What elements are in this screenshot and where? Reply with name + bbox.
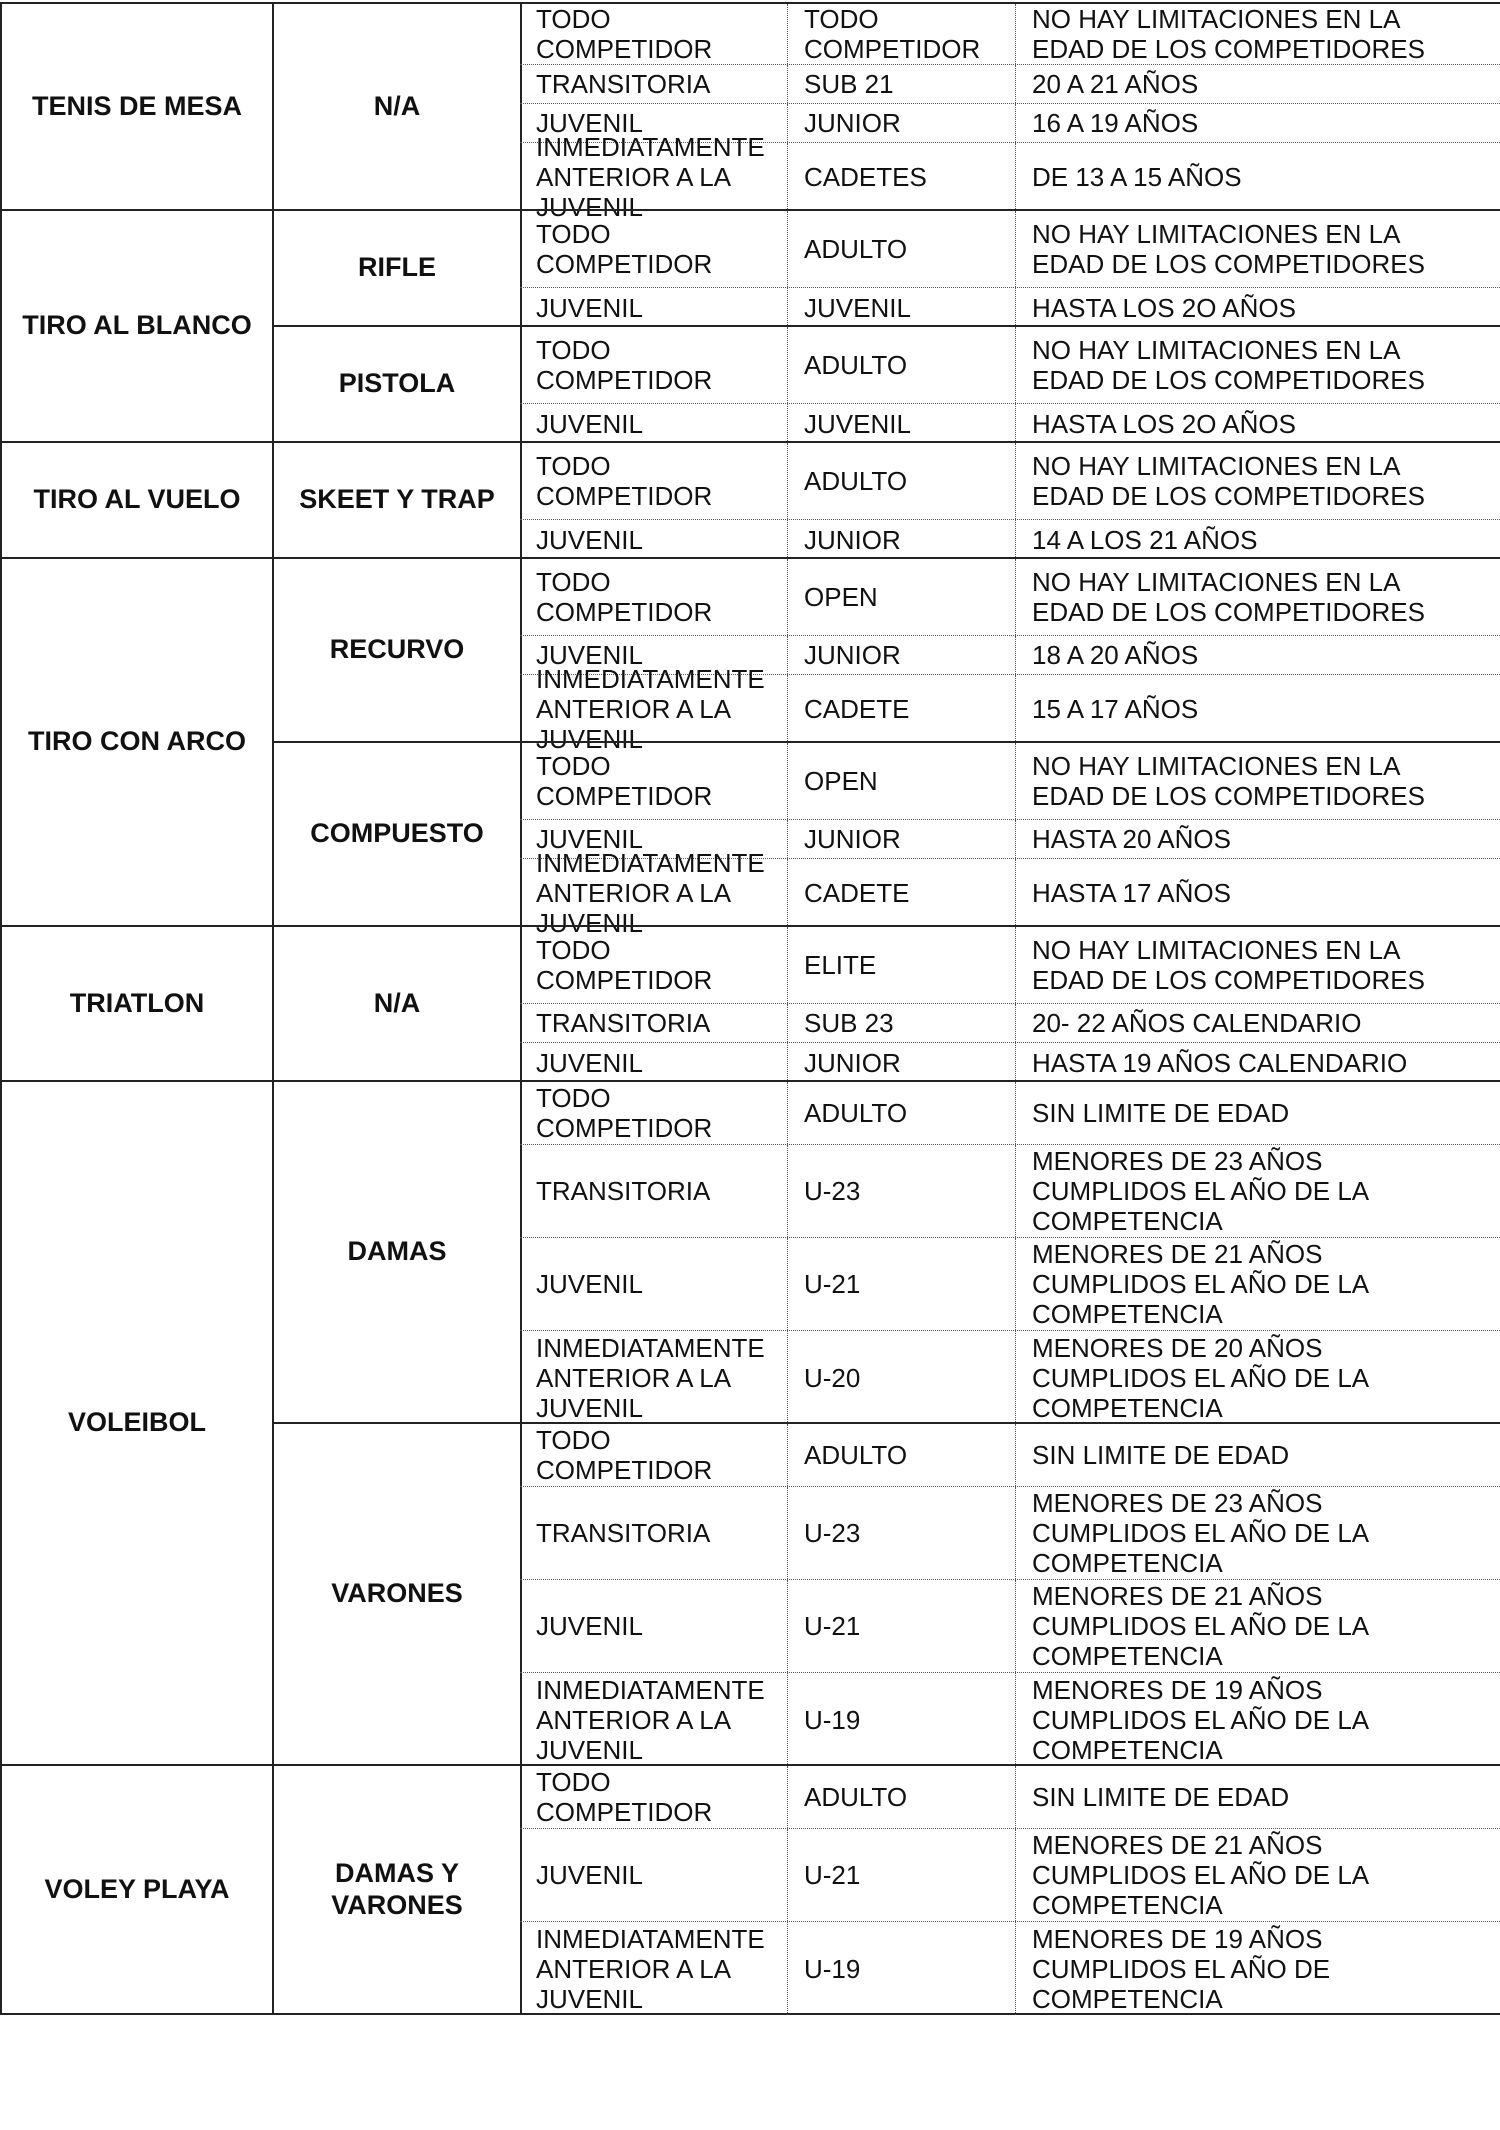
age-range-cell: 20- 22 AÑOS CALENDARIO [1032, 1008, 1362, 1038]
category-cell: JUVENIL [520, 1829, 788, 1921]
category-name-cell: OPEN [788, 559, 1016, 635]
category-name-cell: OPEN [788, 743, 1016, 819]
table-row [520, 132, 1500, 222]
age-range-cell: MENORES DE 21 AÑOS CUMPLIDOS EL AÑO DE LA COMPETENCIA [1032, 1581, 1370, 1671]
category-cell: TODO COMPETIDOR [520, 1766, 788, 1828]
category-name-cell: JUVENIL [788, 404, 1016, 443]
age-range-cell: MENORES DE 21 AÑOS CUMPLIDOS EL AÑO DE LA COMPETENCIA [1032, 1830, 1370, 1920]
category-rows [520, 2, 1500, 222]
age-range-cell: DE 13 A 15 AÑOS [1032, 162, 1242, 192]
age-range-cell: HASTA 20 AÑOS [1032, 824, 1231, 854]
age-range-cell: 20 A 21 AÑOS [1032, 69, 1199, 99]
category-rows [520, 925, 1500, 1082]
category-name-cell: ADULTO [788, 211, 1016, 287]
table-row [520, 1082, 1500, 1145]
category-cell: INMEDIATAMENTE ANTERIOR A LA JUVENIL [520, 675, 788, 743]
category-name-cell: SUB 21 [788, 65, 1016, 103]
age-range-cell: NO HAY LIMITACIONES EN LA EDAD DE LOS COMPETIDORES [1032, 4, 1425, 64]
category-cell: INMEDIATAMENTE ANTERIOR A LA JUVENIL [520, 1673, 788, 1766]
table-row [520, 1331, 1500, 1424]
category-cell: JUVENIL [520, 520, 788, 559]
table-row [520, 1004, 1500, 1043]
category-rows [520, 557, 1500, 754]
table-row [520, 1922, 1500, 2015]
category-name-cell: JUNIOR [788, 820, 1016, 858]
category-name-cell: U-21 [788, 1829, 1016, 1921]
category-name-cell: U-23 [788, 1487, 1016, 1579]
modality-cell: VARONES [272, 1422, 522, 1766]
category-name-cell: U-19 [788, 1673, 1016, 1766]
table-row [520, 404, 1500, 443]
category-name-cell: ADULTO [788, 327, 1016, 403]
age-range-cell: NO HAY LIMITACIONES EN LA EDAD DE LOS COMPETIDORES [1032, 751, 1425, 811]
age-range-cell: NO HAY LIMITACIONES EN LA EDAD DE LOS COMPETIDORES [1032, 567, 1425, 627]
category-cell: TODO COMPETIDOR [520, 211, 788, 287]
category-cell: JUVENIL [520, 820, 788, 858]
category-name-cell: ADULTO [788, 1766, 1016, 1828]
category-name-cell: ELITE [788, 927, 1016, 1003]
category-cell: TRANSITORIA [520, 65, 788, 103]
category-rows [520, 1422, 1500, 1766]
age-range-cell: NO HAY LIMITACIONES EN LA EDAD DE LOS COMPETIDORES [1032, 451, 1425, 511]
category-name-cell: JUVENIL [788, 288, 1016, 327]
age-range-cell: MENORES DE 19 AÑOS CUMPLIDOS EL AÑO DE COMPETENCIA [1032, 1923, 1331, 2014]
category-cell: TRANSITORIA [520, 1487, 788, 1579]
modality-cell: SKEET Y TRAP [272, 441, 522, 559]
age-range-cell: SIN LIMITE DE EDAD [1032, 1098, 1290, 1128]
category-name-cell: U-20 [788, 1331, 1016, 1424]
modality-cell: COMPUESTO [272, 741, 522, 927]
category-name-cell: ADULTO [788, 1424, 1016, 1486]
modality-cell: PISTOLA [272, 325, 522, 443]
category-name-cell: ADULTO [788, 443, 1016, 519]
age-range-cell: 15 A 17 AÑOS [1032, 694, 1199, 724]
sport-cell: TIRO CON ARCO [0, 557, 274, 927]
age-range-cell: MENORES DE 21 AÑOS CUMPLIDOS EL AÑO DE LA COMPETENCIA [1032, 1239, 1370, 1329]
table-row [520, 743, 1500, 820]
sport-cell: TIRO AL VUELO [0, 441, 274, 559]
age-range-cell: SIN LIMITE DE EDAD [1032, 1782, 1290, 1812]
category-name-cell: CADETES [788, 143, 1016, 211]
sport-cell: TRIATLON [0, 925, 274, 1082]
table-row [520, 1043, 1500, 1082]
table-row [520, 443, 1500, 520]
table-row [520, 1238, 1500, 1331]
table-row [520, 559, 1500, 636]
sport-cell: VOLEIBOL [0, 1080, 274, 1766]
category-cell: INMEDIATAMENTE ANTERIOR A LA JUVENIL [520, 1331, 788, 1424]
category-name-cell: ADULTO [788, 1082, 1016, 1144]
table-row [520, 1145, 1500, 1238]
category-name-cell: CADETE [788, 675, 1016, 743]
modality-cell: N/A [272, 2, 522, 211]
category-cell: JUVENIL [520, 1238, 788, 1330]
category-cell: JUVENIL [520, 288, 788, 327]
modality-cell: DAMAS Y VARONES [272, 1764, 522, 2015]
category-cell: INMEDIATAMENTE ANTERIOR A LA JUVENIL [520, 143, 788, 211]
category-name-cell: U-23 [788, 1145, 1016, 1237]
table-row [520, 1829, 1500, 1922]
category-cell: TRANSITORIA [520, 1145, 788, 1237]
category-cell: JUVENIL [520, 1043, 788, 1082]
category-cell: JUVENIL [520, 636, 788, 674]
category-rows [520, 1080, 1500, 1424]
age-range-cell: NO HAY LIMITACIONES EN LA EDAD DE LOS COMPETIDORES [1032, 335, 1425, 395]
category-name-cell: CADETE [788, 859, 1016, 927]
table-row [520, 65, 1500, 104]
category-cell: JUVENIL [520, 104, 788, 142]
age-range-cell: MENORES DE 20 AÑOS CUMPLIDOS EL AÑO DE LA COMPETENCIA [1032, 1332, 1370, 1423]
modality-cell: N/A [272, 925, 522, 1082]
category-rows [520, 1764, 1500, 2015]
category-name-cell: JUNIOR [788, 520, 1016, 559]
table-row [520, 211, 1500, 288]
table-row [520, 664, 1500, 754]
table-row [520, 4, 1500, 65]
table-row [520, 288, 1500, 327]
category-rows [520, 209, 1500, 327]
age-range-cell: NO HAY LIMITACIONES EN LA EDAD DE LOS COMPETIDORES [1032, 935, 1425, 995]
category-cell: TODO COMPETIDOR [520, 1082, 788, 1144]
table-row [520, 520, 1500, 559]
table-row [520, 1487, 1500, 1580]
category-cell: TODO COMPETIDOR [520, 1424, 788, 1486]
age-range-cell: HASTA 17 AÑOS [1032, 878, 1231, 908]
category-cell: JUVENIL [520, 404, 788, 443]
category-name-cell: JUNIOR [788, 636, 1016, 674]
category-cell: INMEDIATAMENTE ANTERIOR A LA JUVENIL [520, 859, 788, 927]
category-cell: INMEDIATAMENTE ANTERIOR A LA JUVENIL [520, 1922, 788, 2015]
category-name-cell: U-21 [788, 1580, 1016, 1672]
category-rows [520, 325, 1500, 443]
table-row [520, 1580, 1500, 1673]
table-row [520, 327, 1500, 404]
age-range-cell: 14 A LOS 21 AÑOS [1032, 524, 1258, 555]
category-cell: TRANSITORIA [520, 1004, 788, 1042]
table-row [520, 1766, 1500, 1829]
category-name-cell: JUNIOR [788, 1043, 1016, 1082]
category-cell: TODO COMPETIDOR [520, 927, 788, 1003]
category-name-cell: U-21 [788, 1238, 1016, 1330]
category-rows [520, 741, 1500, 938]
modality-cell: DAMAS [272, 1080, 522, 1424]
sport-cell: VOLEY PLAYA [0, 1764, 274, 2015]
age-range-cell: MENORES DE 23 AÑOS CUMPLIDOS EL AÑO DE LA COMPETENCIA [1032, 1146, 1370, 1236]
table-row [520, 927, 1500, 1004]
modality-cell: RIFLE [272, 209, 522, 327]
sport-cell: TENIS DE MESA [0, 2, 274, 211]
age-range-cell: SIN LIMITE DE EDAD [1032, 1440, 1290, 1470]
category-cell: TODO COMPETIDOR [520, 559, 788, 635]
category-cell: TODO COMPETIDOR [520, 4, 788, 64]
category-cell: TODO COMPETIDOR [520, 743, 788, 819]
age-range-cell: MENORES DE 19 AÑOS CUMPLIDOS EL AÑO DE LA COMPETENCIA [1032, 1674, 1370, 1765]
category-cell: TODO COMPETIDOR [520, 327, 788, 403]
table-row [520, 1673, 1500, 1766]
category-name-cell: SUB 23 [788, 1004, 1016, 1042]
age-range-cell: HASTA LOS 2O AÑOS [1032, 408, 1296, 439]
age-range-cell: HASTA 19 AÑOS CALENDARIO [1032, 1047, 1408, 1078]
modality-cell: RECURVO [272, 557, 522, 743]
category-rows [520, 441, 1500, 559]
category-name-cell: JUNIOR [788, 104, 1016, 142]
category-cell: JUVENIL [520, 1580, 788, 1672]
age-range-cell: HASTA LOS 2O AÑOS [1032, 292, 1296, 323]
category-name-cell: TODO COMPETIDOR [788, 4, 1016, 64]
category-cell: TODO COMPETIDOR [520, 443, 788, 519]
category-name-cell: U-19 [788, 1922, 1016, 2015]
age-range-cell: 18 A 20 AÑOS [1032, 640, 1199, 670]
age-range-cell: 16 A 19 AÑOS [1032, 108, 1199, 138]
table-row [520, 848, 1500, 938]
sport-cell: TIRO AL BLANCO [0, 209, 274, 443]
age-range-cell: MENORES DE 23 AÑOS CUMPLIDOS EL AÑO DE LA COMPETENCIA [1032, 1488, 1370, 1578]
age-range-cell: NO HAY LIMITACIONES EN LA EDAD DE LOS COMPETIDORES [1032, 219, 1425, 279]
table-row [520, 1424, 1500, 1487]
